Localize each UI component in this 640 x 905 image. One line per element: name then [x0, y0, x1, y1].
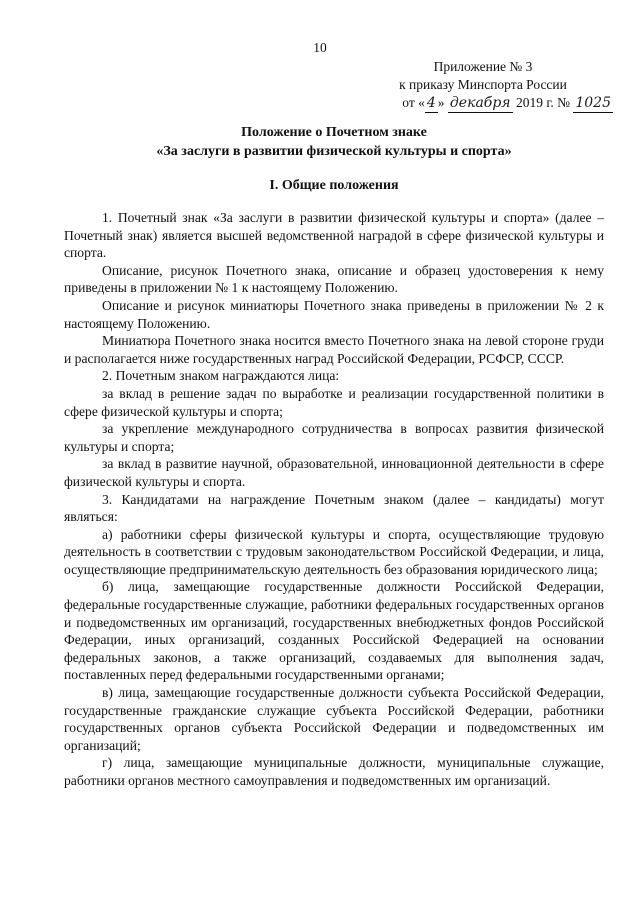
body-text [64, 209, 604, 790]
paragraph: г) лица, замещающие муниципальные должности, муниципальные служащие, работники органов местного самоуправления и подведомственных им организаций. [64, 755, 604, 788]
date-prefix: от « [402, 95, 425, 110]
handwritten-order-number: 1025 [575, 95, 611, 111]
paragraph: в) лица, замещающие государственные должности субъекта Российской Федерации, государственные гражданские служащие субъекта Российской Федерации, работники государственных органов субъекта Российской Федерации и подведомственных им организаций; [64, 685, 604, 753]
section-heading: I. Общие положения [269, 178, 399, 193]
year-text: 2019 г. № [515, 95, 570, 110]
title-line-1: Положение о Почетном знаке [241, 125, 427, 140]
paragraph: Описание и рисунок миниатюры Почетного знака приведены в приложении № 2 к настоящему Положению. [64, 297, 604, 331]
paragraph: за вклад в развитие научной, образовательной, инновационной деятельности в сфере физической культуры и спорта. [64, 456, 604, 489]
paragraph: за вклад в решение задач по выработке и реализации государственной политики в сфере физической культуры и спорта; [64, 385, 604, 419]
title-line-2: «За заслуги в развитии физической культуры и спорта» [156, 144, 512, 159]
annex-date-line [353, 94, 613, 113]
paragraph: Описание, рисунок Почетного знака, описание и образец удостоверения к нему приведены в приложении № 1 к настоящему Положению. [64, 262, 604, 296]
annex-title: Приложение № 3 [433, 59, 533, 74]
document-title [64, 123, 604, 161]
paragraph: а) работники сферы физической культуры и спорта, осуществляющие трудовую деятельность в соответствии с трудовым законодательством Российской Федерации, и лица, осуществляющие предпринимательскую деятельность без образования юридического лица; [64, 526, 604, 577]
paragraph: 1. Почетный знак «За заслуги в развитии физической культуры и спорта» (далее – Почетный знак) является высшей ведомственной наградой в сфере физической культуры и спорта. [64, 210, 604, 261]
paragraph: 2. Почетным знаком награждаются лица: [102, 368, 340, 384]
page-number: 10 [313, 40, 327, 55]
paragraph: Миниатюра Почетного знака носится вместо Почетного знака на левой стороне груди и располагается ниже государственных наград Российской Федерации, РСФСР, СССР. [64, 333, 604, 366]
paragraph: за укрепление международного сотрудничества в вопросах развития физической культуры и спорта; [64, 421, 604, 454]
handwritten-month: декабря [449, 95, 511, 111]
paragraph: 3. Кандидатами на награждение Почетным знаком (далее – кандидаты) могут являться: [64, 491, 604, 525]
date-mid: » [437, 95, 445, 110]
annex-header [353, 58, 613, 113]
annex-order-reference: к приказу Минспорта России [399, 77, 567, 92]
handwritten-day: 4 [426, 95, 436, 111]
paragraph: б) лица, замещающие государственные должности Российской Федерации, федеральные государственные служащие, работники федеральных государственных органов и подведомственных им организаций, государственных внебюджетных фондов Российской Федерации, иных организаций, созданных Российской Федерацией на основании федеральных законов, а также организаций, создаваемых для выполнения задач, поставленных перед федеральными государственными органами; [64, 579, 604, 683]
